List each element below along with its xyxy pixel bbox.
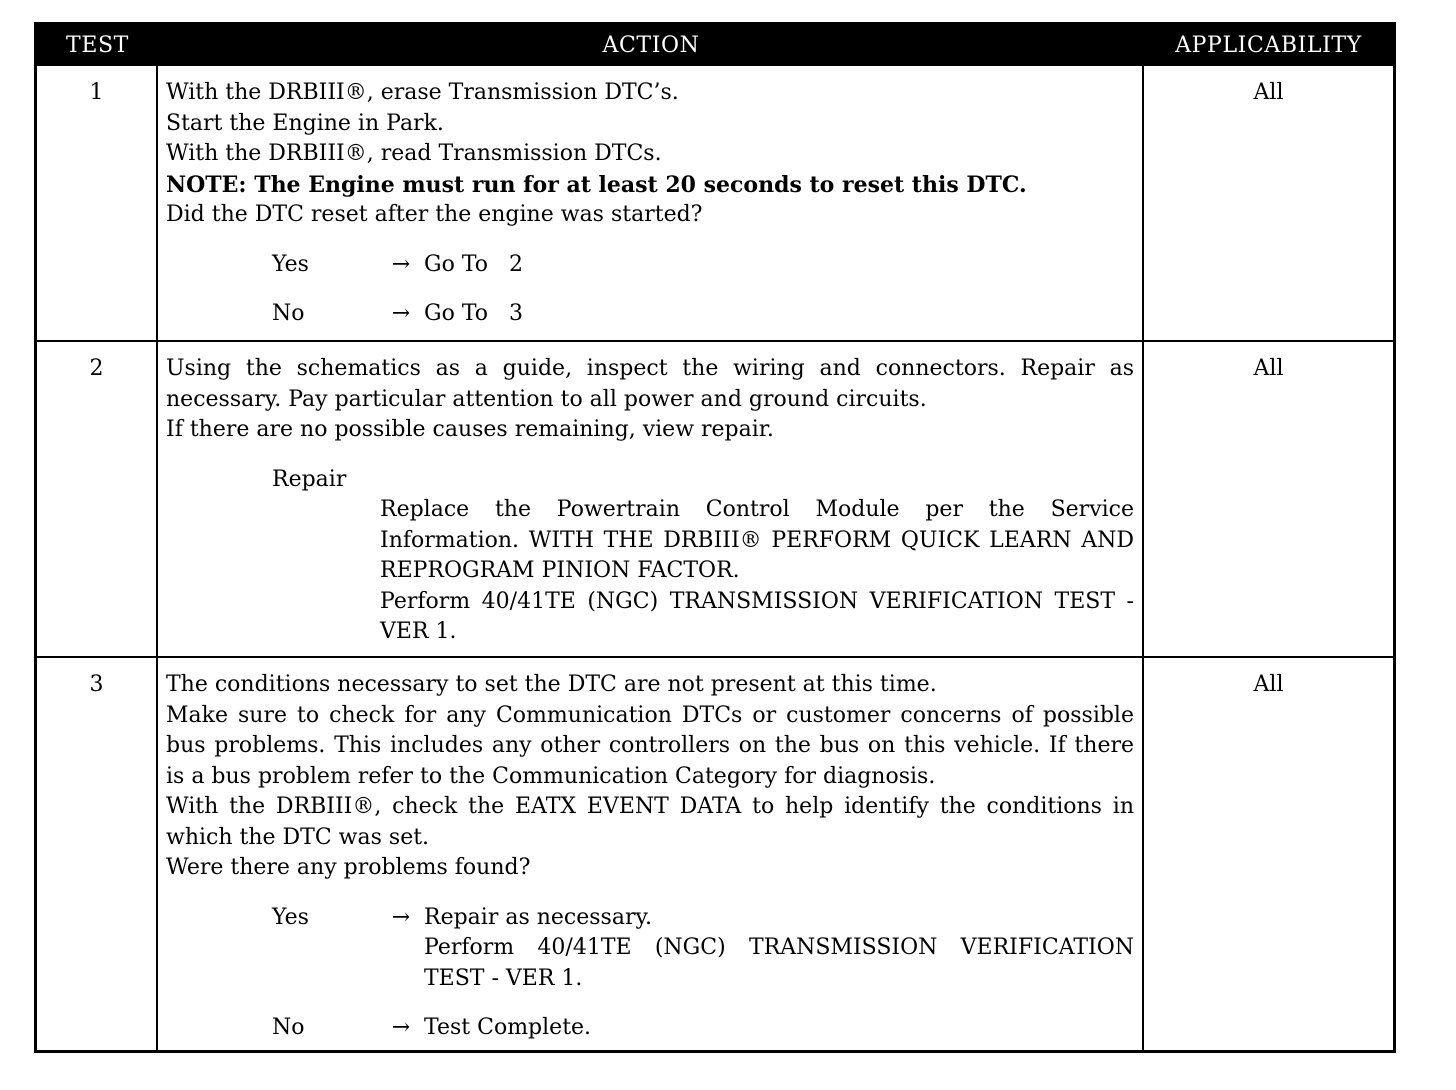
arrow-icon: → xyxy=(391,301,411,326)
action-cell xyxy=(158,340,1144,656)
action-line: With the DRBIII®, erase Transmission DTC’s. xyxy=(166,80,679,105)
branch-destination-line: Repair as necessary. xyxy=(424,904,652,930)
branch-no xyxy=(272,299,1134,330)
applicability-value: All xyxy=(1253,80,1284,105)
action-line: The conditions necessary to set the DTC are not present at this time. xyxy=(166,672,937,697)
branch-label: No xyxy=(272,301,305,326)
arrow-icon: → xyxy=(391,1015,411,1040)
repair-verification: Perform 40/41TE (NGC) TRANSMISSION VERIFICATION TEST - VER 1. xyxy=(380,588,1134,644)
repair-block xyxy=(166,465,1134,648)
action-line: With the DRBIII®, read Transmission DTCs. xyxy=(166,141,662,166)
test-number: 2 xyxy=(37,340,158,656)
branch-label: No xyxy=(272,1015,305,1040)
action-note: NOTE: The Engine must run for at least 20 seconds to reset this DTC. xyxy=(166,171,1027,198)
action-cell xyxy=(158,656,1144,1050)
branch-yes xyxy=(272,903,1134,995)
branch-destination: Test Complete. xyxy=(424,1015,592,1040)
action-line: Start the Engine in Park. xyxy=(166,110,444,136)
header-test: TEST xyxy=(37,25,158,66)
test-number: 3 xyxy=(37,656,158,1050)
header-applicability: APPLICABILITY xyxy=(1144,25,1393,66)
branch-label: Yes xyxy=(272,251,309,277)
action-paragraph: Make sure to check for any Communication DTCs or customer concerns of possible bus problems. This includes any other controllers on the bus on this vehicle. If there is a bus problem refer to the Communication Category for diagnosis. xyxy=(166,702,1134,789)
applicability-value: All xyxy=(1144,340,1393,656)
test-number: 1 xyxy=(37,66,158,340)
arrow-icon: → xyxy=(391,904,411,930)
applicability-value: All xyxy=(1144,656,1393,1050)
branch-label: Yes xyxy=(272,904,309,930)
arrow-icon: → xyxy=(391,251,411,277)
branch-yes xyxy=(272,250,1134,281)
header-action: ACTION xyxy=(158,25,1144,66)
action-question: If there are no possible causes remaining, view repair. xyxy=(166,417,774,442)
repair-label: Repair xyxy=(272,466,347,492)
action-question: Were there any problems found? xyxy=(166,855,531,880)
branch-destination xyxy=(424,903,1134,995)
action-paragraph: Using the schematics as a guide, inspect the wiring and connectors. Repair as necessary. Pay particular attention to all power and ground circuits. xyxy=(166,356,1134,412)
branch-destination: Go To 2 xyxy=(424,251,523,277)
action-paragraph: With the DRBIII®, check the EATX EVENT DATA to help identify the conditions in which the DTC was set. xyxy=(166,794,1134,850)
branch-no xyxy=(272,1013,1134,1044)
action-cell xyxy=(158,66,1144,340)
action-question: Did the DTC reset after the engine was started? xyxy=(166,202,703,227)
diagnostic-test-table xyxy=(34,22,1396,1053)
branch-destination: Go To 3 xyxy=(424,301,523,326)
branch-destination-line: Perform 40/41TE (NGC) TRANSMISSION VERIFICATION TEST - VER 1. xyxy=(424,935,1134,991)
repair-instructions: Replace the Powertrain Control Module per the Service Information. WITH THE DRBIII® PERFORM QUICK LEARN AND REPROGRAM PINION FACTOR. xyxy=(380,497,1134,583)
